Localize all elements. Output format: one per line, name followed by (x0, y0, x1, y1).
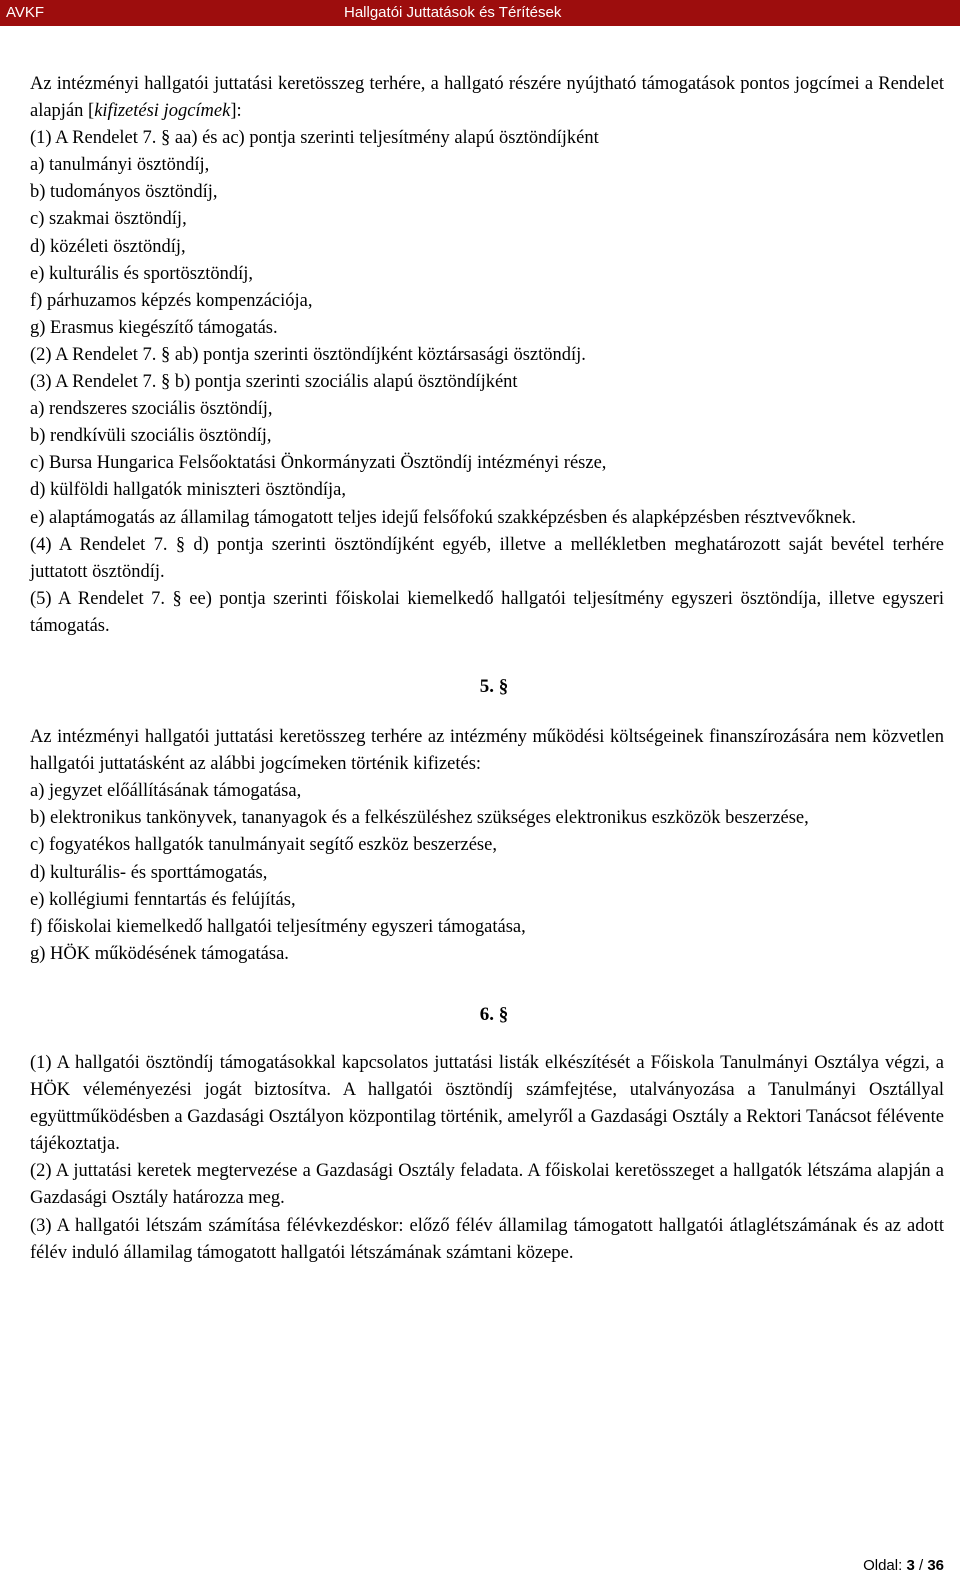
list-item: g) HÖK működésének támogatása. (30, 943, 289, 964)
list-item: e) kollégiumi fenntartás és felújítás, (30, 889, 296, 910)
section6-p2: (2) A juttatási keretek megtervezése a Gazdasági Osztály feladata. A főiskolai keretösszeget a hallgatók létszáma alapján a Gazdasági Osztály határozza meg. (30, 1161, 944, 1209)
list-item: f) párhuzamos képzés kompenzációja, (30, 290, 313, 311)
list-item: c) fogyatékos hallgatók tanulmányait segítő eszköz beszerzése, (30, 835, 497, 856)
page-header (0, 0, 960, 26)
section4-p1-head: (1) A Rendelet 7. § aa) és ac) pontja szerinti teljesítmény alapú ösztöndíjként (30, 128, 599, 149)
header-title: Hallgatói Juttatások és Térítések (344, 4, 562, 21)
section4-p5: (5) A Rendelet 7. § ee) pontja szerinti főiskolai kiemelkedő hallgatói teljesítmény egyszeri ösztöndíja, illetve egyszeri támogatás. (30, 588, 944, 636)
list-item: d) közéleti ösztöndíj, (30, 236, 186, 257)
list-item: e) alaptámogatás az államilag támogatott teljes idejű felsőfokú szakképzésben és alapképzésben résztvevőknek. (30, 507, 856, 528)
document-body (30, 71, 944, 1267)
section6-heading: 6. § (479, 1003, 509, 1025)
list-item: a) rendszeres szociális ösztöndíj, (30, 399, 273, 420)
list-item: b) elektronikus tankönyvek, tananyagok és a felkészüléshez szükséges elektronikus eszközök beszerzése, (30, 808, 809, 829)
list-item: a) tanulmányi ösztöndíj, (30, 155, 210, 176)
list-item: d) kulturális- és sporttámogatás, (30, 862, 268, 883)
section4-intro: Az intézményi hallgatói juttatási keretösszeg terhére, a hallgató részére nyújtható támogatások pontos jogcímei a Rendelet alapján [kifizetési jogcímek]: (30, 74, 944, 122)
header-left-text: AVKF (6, 4, 45, 21)
page-number: Oldal: 3 / 36 (863, 1557, 944, 1574)
spacer (30, 968, 944, 1001)
list-item: b) rendkívüli szociális ösztöndíj, (30, 426, 272, 447)
section4-p3-head: (3) A Rendelet 7. § b) pontja szerinti szociális alapú ösztöndíjként (30, 372, 518, 393)
list-item: g) Erasmus kiegészítő támogatás. (30, 317, 278, 338)
list-item: f) főiskolai kiemelkedő hallgatói teljesítmény egyszeri támogatása, (30, 916, 526, 937)
section6-p1: (1) A hallgatói ösztöndíj támogatásokkal kapcsolatos juttatási listák elkészítését a Főiskola Tanulmányi Osztálya végzi, a HÖK véleményezési jogát biztosítva. A hallgatói ösztöndíj számfejtése, utalványozása a Tanulmányi Osztállyal együttműködésben a Gazdasági Osztályon központilag történik, amelyről a Gazdasági Osztály a Rektori Tanácsot félévente tájékoztatja. (30, 1053, 944, 1155)
spacer (30, 1028, 944, 1050)
section4-p4: (4) A Rendelet 7. § d) pontja szerinti ösztöndíjként egyéb, illetve a mellékletben meghatározott saját bevétel terhére juttatott ösztöndíj. (30, 534, 944, 582)
list-item: e) kulturális és sportösztöndíj, (30, 263, 253, 284)
spacer (30, 700, 944, 724)
list-item: d) külföldi hallgatók miniszteri ösztöndíja, (30, 480, 346, 501)
list-item: c) Bursa Hungarica Felsőoktatási Önkormányzati Ösztöndíj intézményi része, (30, 453, 607, 474)
spacer (30, 640, 944, 673)
list-item: c) szakmai ösztöndíj, (30, 209, 187, 230)
section5-heading: 5. § (479, 675, 509, 697)
list-item: b) tudományos ösztöndíj, (30, 182, 218, 203)
section5-intro: Az intézményi hallgatói juttatási keretösszeg terhére az intézmény működési költségeinek finanszírozására nem közvetlen hallgatói juttatásként az alábbi jogcímeken történik kifizetés: (30, 727, 944, 775)
section4-p2: (2) A Rendelet 7. § ab) pontja szerinti ösztöndíjként köztársasági ösztöndíj. (30, 344, 586, 365)
list-item: a) jegyzet előállításának támogatása, (30, 781, 302, 802)
section6-p3: (3) A hallgatói létszám számítása félévkezdéskor: előző félév államilag támogatott hallgatói átlaglétszámának és az adott félév induló államilag támogatott hallgatói létszámának számtani közepe. (30, 1215, 944, 1263)
